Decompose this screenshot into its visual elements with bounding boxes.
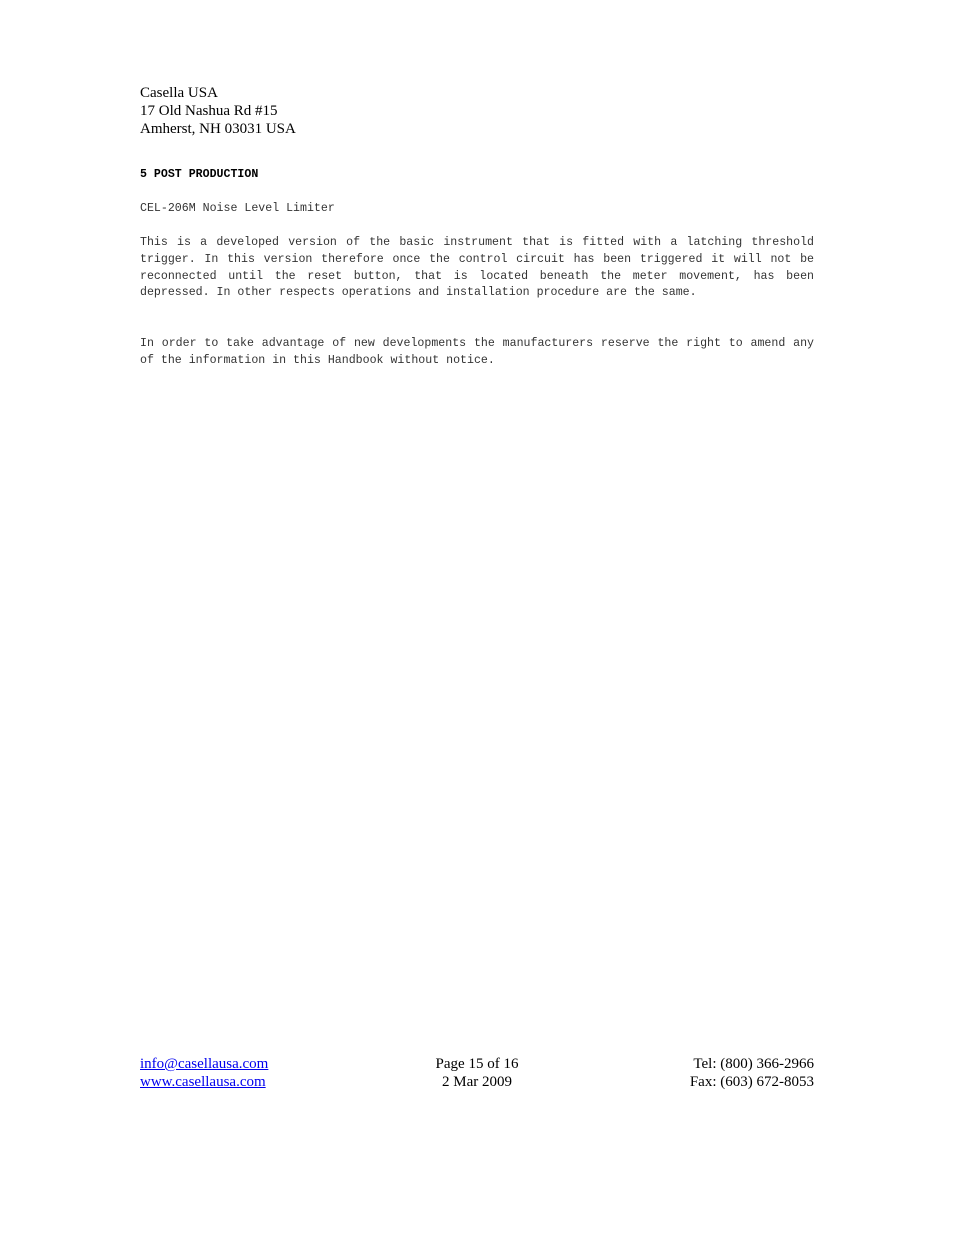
document-date: 2 Mar 2009 (442, 1074, 512, 1090)
body-paragraph-description: This is a developed version of the basic instrument that is fitted with a latching threshold trigger. In this version therefore once the control circuit has been triggered it will not be reconnected until the reset button, that is located beneath the meter movement, has been depressed. In other respects operations and installation procedure are the same. (140, 236, 814, 300)
footer-contact (690, 1055, 814, 1091)
page-footer (140, 1055, 814, 1095)
company-address (140, 84, 296, 138)
product-name: CEL-206M Noise Level Limiter (140, 202, 335, 215)
address-line-city: Amherst, NH 03031 USA (140, 121, 296, 137)
telephone-number: Tel: (800) 366-2966 (693, 1056, 814, 1072)
website-link[interactable]: www.casellausa.com (140, 1074, 266, 1090)
email-link[interactable]: info@casellausa.com (140, 1056, 269, 1072)
fax-number: Fax: (603) 672-8053 (689, 1074, 814, 1090)
address-line-street: 17 Old Nashua Rd #15 (140, 103, 278, 119)
footer-links (140, 1055, 268, 1091)
address-line-company: Casella USA (140, 85, 218, 101)
body-paragraph-disclaimer: In order to take advantage of new developments the manufacturers reserve the right to amend any of the information in this Handbook without notice. (140, 337, 814, 367)
section-heading: 5 POST PRODUCTION (140, 168, 259, 181)
page-number: Page 15 of 16 (435, 1056, 519, 1072)
